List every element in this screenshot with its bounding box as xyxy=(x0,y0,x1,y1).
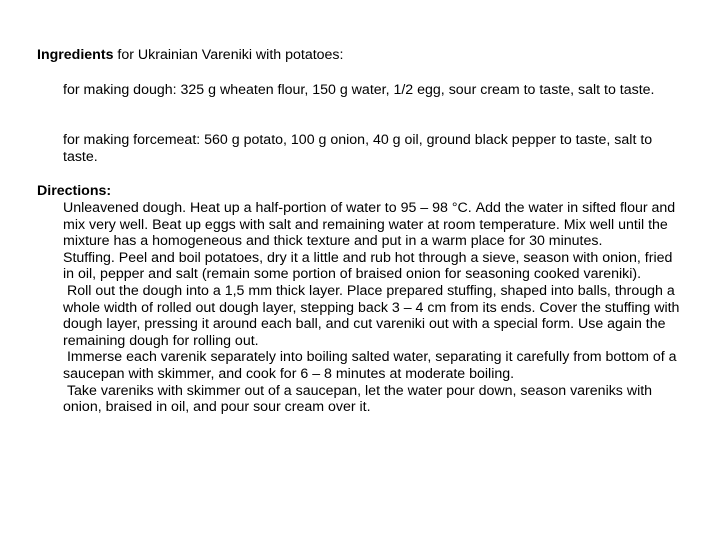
direction-step-boiling: Immerse each varenik separately into boiling salted water, separating it carefully from bottom of a saucepan with skimmer, and cook for 6 – 8 minutes at moderate boiling. xyxy=(63,349,681,382)
directions-body xyxy=(63,200,684,416)
direction-step-serving: Take vareniks with skimmer out of a saucepan, let the water pour down, season vareniks with onion, braised in oil, and pour sour cream over it. xyxy=(63,382,657,416)
forcemeat-ingredients: for making forcemeat: 560 g potato, 100 g onion, 40 g oil, ground black pepper to taste, salt to taste. xyxy=(63,132,653,165)
ingredients-heading xyxy=(37,47,687,64)
direction-step-dough: Unleavened dough. Heat up a half-portion of water to 95 – 98 °С. Add the water in sifted flour and mix very well. Beat up eggs with salt and remaining water at room temperature. Mix well until the mixture has a homogeneous and thick texture and put in a warm place for 30 minutes. xyxy=(63,200,676,250)
ingredients-heading-bold: Ingredients xyxy=(37,47,114,63)
direction-step-shaping: Roll out the dough into a 1,5 mm thick layer. Place prepared stuffing, shaped into balls, through a whole width of rolled out dough layer, stepping back 3 – 4 cm from its ends. Cover the stuffing with dough layer, pressing it around each ball, and cut vareniki out with a special form. Use again the remaining dough for rolling out. xyxy=(63,282,684,349)
directions-heading: Directions: xyxy=(37,183,112,199)
dough-ingredients: for making dough: 325 g wheaten flour, 150 g water, 1/2 egg, sour cream to taste, salt to taste. xyxy=(63,82,655,98)
ingredients-heading-text: for Ukrainian Vareniki with potatoes: xyxy=(113,47,344,63)
direction-step-stuffing: Stuffing. Peel and boil potatoes, dry it a little and rub hot through a sieve, season with onion, fried in oil, pepper and salt (remain some portion of braised onion for seasoning cooked vareniki). xyxy=(63,249,673,283)
